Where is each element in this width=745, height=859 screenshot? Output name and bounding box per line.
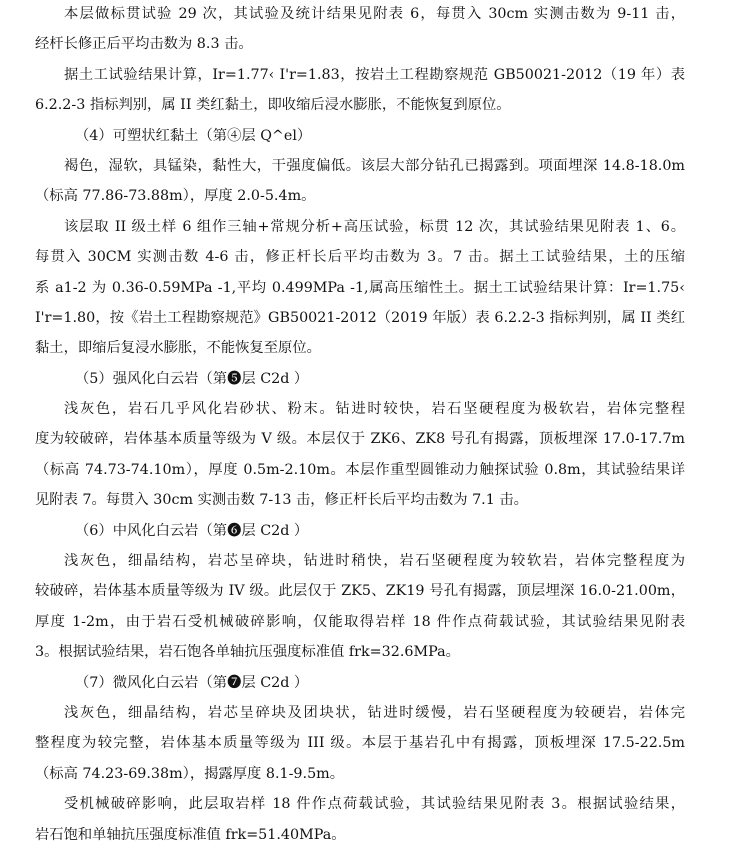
text-line: 该层取 II 级土样 6 组作三轴+常规分析+高压试验，标贯 12 次，其试验结果见附表 1、6。 bbox=[64, 218, 685, 235]
document-body bbox=[35, 0, 685, 850]
text-line: 褐色，湿软，具锰染，黏性大，干强度偏低。该层大部分钻孔已揭露到。项面埋深 14.8-18.0m bbox=[64, 157, 685, 174]
text-line: 浅灰色，岩石几乎风化岩砂状、粉末。钻进时较快，岩石坚硬程度为极软岩，岩体完整程 bbox=[64, 401, 685, 418]
text-line: 度为较破碎，岩体基本质量等级为 V 级。本层仅于 ZK6、ZK8 号孔有揭露，顶板埋深 17.0-17.7m bbox=[35, 431, 685, 448]
text-line: 受机械破碎影响，此层取岩样 18 件作点荷载试验，其试验结果见附表 3。根据试验结果， bbox=[64, 796, 685, 813]
text-line: 整程度为较完整，岩体基本质量等级为 III 级。本层于基岩孔中有揭露，顶板埋深 17.5-22.5m bbox=[35, 735, 685, 752]
text-line: 本层做标贯试验 29 次，其试验及统计结果见附表 6，每贯入 30cm 实测击数为 9-11 击， bbox=[64, 6, 685, 22]
text-line: I'r=1.80，按《岩土工程勘察规范》GB50021-2012（2019 年版）表 6.2.2-3 指标判别，属 II 类红 bbox=[35, 309, 685, 326]
section-heading: （7）微风化白云岩（第❼层 C2d ） bbox=[75, 674, 309, 691]
text-line: 6.2.2-3 指标判别，属 II 类红黏土，即收缩后浸水膨胀，不能恢复到原位。 bbox=[35, 97, 511, 114]
section-heading: （5）强风化白云岩（第❺层 C2d ） bbox=[75, 370, 309, 387]
text-line: 每贯入 30CM 实测击数 4-6 击，修正杆长后平均击数为 3。7 击。据土工试验结果，土的压缩 bbox=[35, 249, 685, 266]
text-line: 岩石饱和单轴抗压强度标准值 frk=51.40MPa。 bbox=[35, 826, 346, 843]
text-line: 据土工试验结果计算，Ir=1.77‹ I'r=1.83，按岩土工程勘察规范 GB50021-2012（19 年）表 bbox=[64, 66, 685, 83]
text-line: （标高 77.86-73.88m），厚度 2.0-5.4m。 bbox=[35, 188, 316, 205]
text-line: 3。根据试验结果，岩石饱各单轴抗压强度标准值 frk=32.6MPa。 bbox=[35, 644, 460, 661]
text-line: 厚度 1-2m，由于岩石受机械破碎影响，仅能取得岩样 18 件作点荷载试验，其试验结果见附表 bbox=[35, 613, 685, 630]
text-line: （标高 74.23-69.38m），揭露厚度 8.1-9.5m。 bbox=[35, 765, 345, 782]
text-line: 经杆长修正后平均击数为 8.3 击。 bbox=[35, 36, 253, 53]
text-line: （标高 74.73-74.10m），厚度 0.5m-2.10m。本层作重型圆锥动力触探试验 0.8m，其试验结果详 bbox=[35, 461, 685, 478]
text-line: 黏土，即缩后复浸水膨胀，不能恢复至原位。 bbox=[35, 340, 321, 357]
text-line: 较破碎，岩体基本质量等级为 IV 级。此层仅于 ZK5、ZK19 号孔有揭露，顶层埋深 16.0-21.00m， bbox=[35, 583, 685, 600]
text-line: 见附表 7。每贯入 30cm 实测击数 7-13 击，修正杆长后平均击数为 7.1 击。 bbox=[35, 492, 528, 509]
section-heading: （6）中风化白云岩（第❻层 C2d ） bbox=[75, 522, 309, 539]
text-line: 浅灰色，细晶结构，岩芯呈碎块及团块状，钻进时缓慢，岩石坚硬程度为较硬岩，岩体完 bbox=[64, 704, 685, 721]
section-heading: （4）可塑状红黏土（第④层 Q^el） bbox=[75, 127, 312, 144]
text-line: 系 a1-2 为 0.36-0.59MPa -1,平均 0.499MPa -1,属高压缩性土。据土工试验结果计算：Ir=1.75‹ bbox=[35, 279, 685, 296]
text-line: 浅灰色，细晶结构，岩芯呈碎块，钻进时稍快，岩石坚硬程度为较软岩，岩体完整程度为 bbox=[64, 553, 685, 570]
